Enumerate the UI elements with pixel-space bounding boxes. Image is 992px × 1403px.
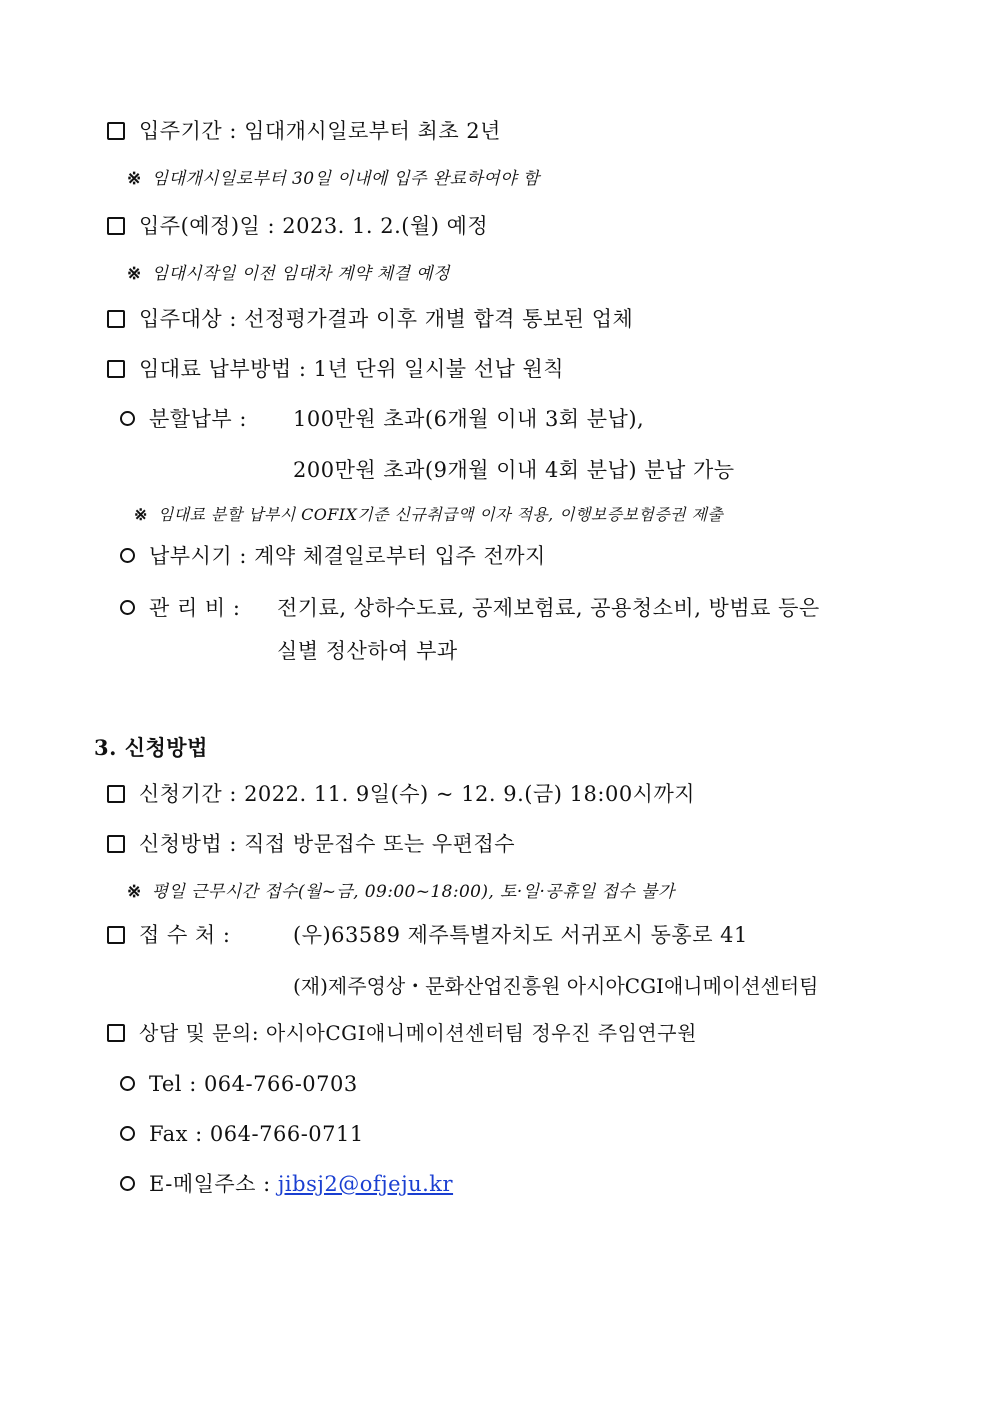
- management-fee-label: 관 리 비 :: [149, 596, 241, 620]
- checkbox-square-icon: [107, 217, 125, 235]
- management-fee-line-1: 전기료, 상하수도료, 공제보험료, 공용청소비, 방범료 등은: [277, 596, 820, 620]
- payment-method-item: [107, 359, 564, 380]
- note-mark-icon: ※: [127, 882, 142, 902]
- checkbox-square-icon: [107, 122, 125, 140]
- receipt-line-2: (재)제주영상・문화산업진흥원 아시아CGI애니메이션센터팀: [293, 974, 819, 998]
- circle-bullet-icon: [120, 548, 135, 563]
- installment-line-2: 200만원 초과(9개월 이내 4회 분납) 분납 가능: [293, 458, 735, 482]
- checkbox-square-icon: [107, 360, 125, 378]
- move-in-target-item: [107, 309, 633, 330]
- note-installment-text: 임대료 분할 납부시 COFIX기준 신규취급액 이자 적용, 이행보증보험증권 제출: [157, 505, 724, 524]
- tel-text: Tel : 064-766-0703: [149, 1072, 358, 1096]
- email-label: E-메일주소 :: [149, 1172, 271, 1196]
- fax-item: [120, 1124, 364, 1145]
- checkbox-square-icon: [107, 926, 125, 944]
- email-item: [120, 1174, 453, 1195]
- move-in-period-text: 입주기간 : 임대개시일로부터 최초 2년: [139, 119, 501, 143]
- receipt-item: [107, 925, 230, 946]
- note-mark-icon: ※: [134, 505, 148, 524]
- note-contract-text: 임대시작일 이전 임대차 계약 체결 예정: [151, 264, 450, 284]
- note-hours: [127, 884, 675, 901]
- move-in-date-text: 입주(예정)일 : 2023. 1. 2.(월) 예정: [139, 214, 489, 238]
- checkbox-square-icon: [107, 1024, 125, 1042]
- installment-label: 분할납부 :: [149, 407, 247, 431]
- receipt-line-1: (우)63589 제주특별자치도 서귀포시 동홍로 41: [293, 923, 748, 947]
- circle-bullet-icon: [120, 1076, 135, 1091]
- receipt-label: 접 수 처 :: [139, 923, 231, 947]
- checkbox-square-icon: [107, 310, 125, 328]
- management-fee-line-2: 실별 정산하여 부과: [277, 639, 458, 663]
- section-heading: 3. 신청방법: [94, 735, 208, 760]
- checkbox-square-icon: [107, 835, 125, 853]
- management-fee-item: [120, 598, 240, 619]
- payment-time-text: 납부시기 : 계약 체결일로부터 입주 전까지: [149, 544, 546, 568]
- note-contract: [127, 266, 450, 283]
- circle-bullet-icon: [120, 600, 135, 615]
- circle-bullet-icon: [120, 411, 135, 426]
- apply-method-item: [107, 834, 515, 855]
- installment-item: [120, 409, 247, 430]
- contact-text: 상담 및 문의: 아시아CGI애니메이션센터팀 정우진 주임연구원: [139, 1021, 697, 1045]
- move-in-target-text: 입주대상 : 선정평가결과 이후 개별 합격 통보된 업체: [139, 307, 634, 331]
- note-move-in-text: 임대개시일로부터 30일 이내에 입주 완료하여야 함: [151, 169, 540, 189]
- payment-method-text: 임대료 납부방법 : 1년 단위 일시불 선납 원칙: [139, 357, 565, 381]
- note-mark-icon: ※: [127, 264, 142, 284]
- move-in-date-item: [107, 216, 488, 237]
- tel-item: [120, 1074, 358, 1095]
- apply-period-item: [107, 784, 695, 805]
- note-mark-icon: ※: [127, 169, 142, 189]
- apply-method-text: 신청방법 : 직접 방문접수 또는 우편접수: [139, 832, 516, 856]
- email-link[interactable]: jibsj2@ofjeju.kr: [277, 1172, 454, 1196]
- installment-line-1: 100만원 초과(6개월 이내 3회 분납),: [293, 407, 645, 431]
- contact-item: [107, 1023, 697, 1043]
- move-in-period-item: [107, 121, 501, 142]
- payment-time-item: [120, 546, 546, 567]
- apply-period-text: 신청기간 : 2022. 11. 9일(수) ~ 12. 9.(금) 18:00시까지: [139, 782, 696, 806]
- note-move-in: [127, 171, 540, 188]
- fax-text: Fax : 064-766-0711: [149, 1122, 364, 1146]
- circle-bullet-icon: [120, 1126, 135, 1141]
- note-hours-text: 평일 근무시간 접수(월~금, 09:00~18:00), 토·일·공휴일 접수 불가: [151, 882, 675, 902]
- circle-bullet-icon: [120, 1176, 135, 1191]
- note-installment: [134, 507, 723, 523]
- checkbox-square-icon: [107, 785, 125, 803]
